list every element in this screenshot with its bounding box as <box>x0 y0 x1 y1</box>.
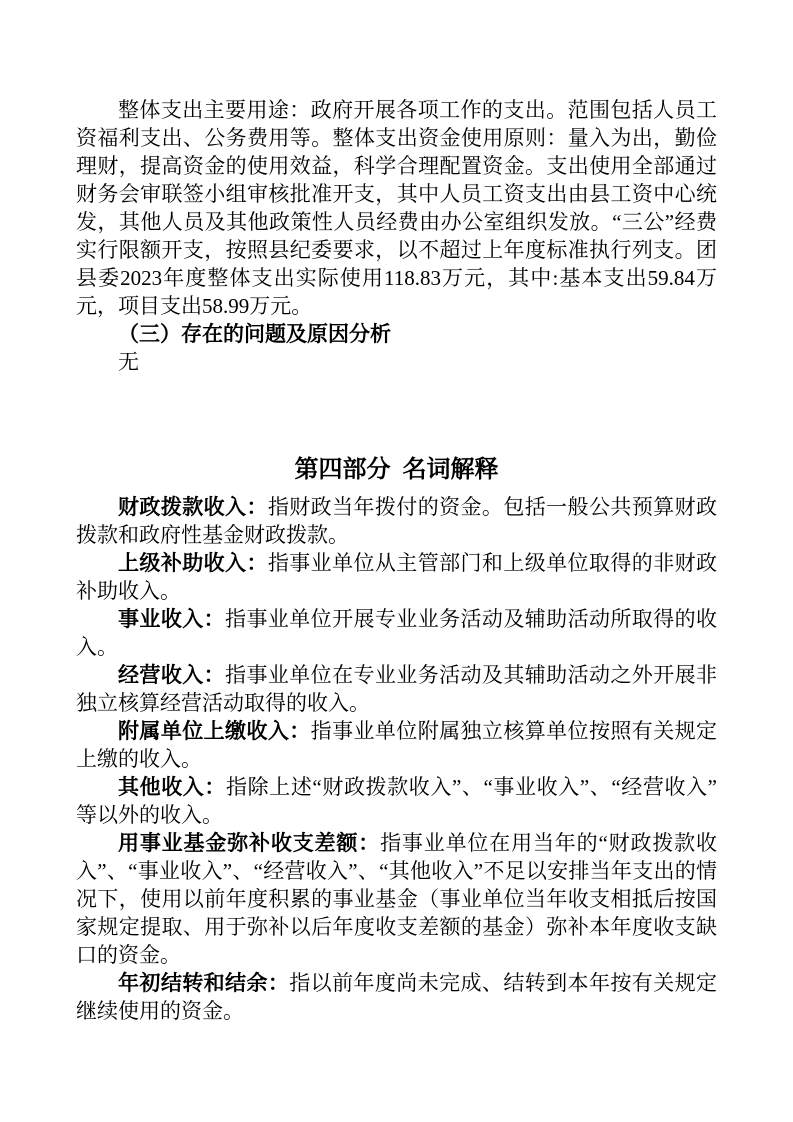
term-definition-carryover-and-surplus <box>76 969 717 1025</box>
term-definition-text: 指事业单位在专业业务活动及其辅助活动之外开展非独立核算经营活动取得的收入。 <box>76 663 718 715</box>
term-name: 财政拨款收入： <box>118 495 268 519</box>
term-definition-text: 指事业单位从主管部门和上级单位取得的非财政补助收入。 <box>76 551 718 603</box>
term-definition-text: 指财政当年拨付的资金。包括一般公共预算财政拨款和政府性基金财政拨款。 <box>76 495 718 547</box>
term-name: 事业收入： <box>118 607 226 631</box>
term-definition-operating-income <box>76 661 717 717</box>
term-name: 用事业基金弥补收支差额： <box>118 831 381 855</box>
term-name: 上级补助收入： <box>118 551 268 575</box>
term-definition-institution-income <box>76 605 717 661</box>
term-name: 经营收入： <box>118 663 226 687</box>
term-definition-affiliated-unit-remittance-income <box>76 717 717 773</box>
term-definition-text: 指事业单位在用当年的“财政拨款收入”、“事业收入”、“经营收入”、“其他收入”不足以安排当年支出的情况下，使用以前年度积累的事业基金（事业单位当年收支相抵后按国家规定提取、用于弥补以后年度收支差额的基金）弥补本年度收支缺口的资金。 <box>76 831 717 967</box>
term-definition-text: 指事业单位附属独立核算单位按照有关规定上缴的收入。 <box>76 719 718 771</box>
section-four-heading: 第四部分 名词解释 <box>294 457 499 483</box>
issues-content: 无 <box>118 350 139 374</box>
term-definition-text: 指以前年度尚未完成、结转到本年按有关规定继续使用的资金。 <box>76 971 718 1023</box>
issues-subheading: （三）存在的问题及原因分析 <box>118 322 391 346</box>
term-definition-fund-to-cover-deficit <box>76 829 717 969</box>
term-definition-text: 指除上述“财政拨款收入”、“事业收入”、“经营收入”等以外的收入。 <box>76 775 717 827</box>
term-definition-other-income <box>76 773 717 829</box>
term-definition-superior-subsidy-income <box>76 549 717 605</box>
term-name: 其他收入： <box>118 775 227 799</box>
expenditure-usage-paragraph: 整体支出主要用途：政府开展各项工作的支出。范围包括人员工资福利支出、公务费用等。整体支出资金使用原则：量入为出，勤俭理财，提高资金的使用效益，科学合理配置资金。支出使用全部通过财务会审联签小组审核批准开支，其中人员工资支出由县工资中心统发，其他人员及其他政策性人员经费由办公室组织发放。“三公”经费实行限额开支，按照县纪委要求，以不超过上年度标准执行列支。团县委2023年度整体支出实际使用118.83万元，其中:基本支出59.84万元，项目支出58.99万元。 <box>76 98 717 318</box>
term-definition-fiscal-appropriation-income <box>76 493 717 549</box>
term-definition-text: 指事业单位开展专业业务活动及辅助活动所取得的收入。 <box>76 607 718 659</box>
term-name: 年初结转和结余： <box>118 971 290 995</box>
term-name: 附属单位上缴收入： <box>118 719 311 743</box>
